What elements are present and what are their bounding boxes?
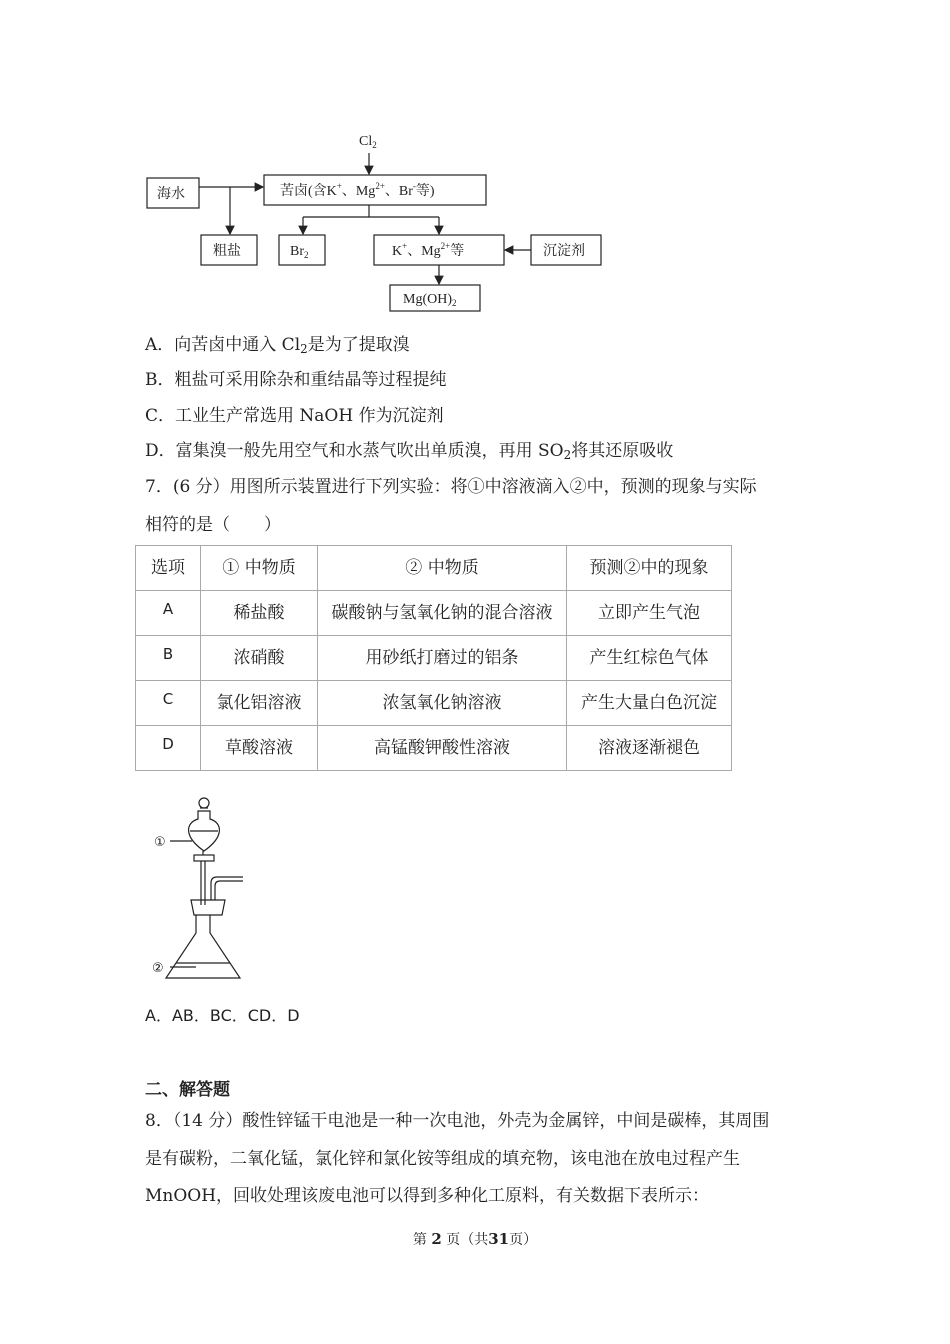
- table-cell: 草酸溶液: [201, 726, 318, 771]
- table-cell: 氯化铝溶液: [201, 681, 318, 726]
- kmg-label: K+、$Mg^{2+}$等: [392, 241, 465, 259]
- table-cell: B: [136, 636, 201, 681]
- table-cell: 碳酸钠与氢氧化钠的混合溶液: [318, 591, 567, 636]
- current-page-number: 2: [431, 1230, 442, 1248]
- table-cell: D: [136, 726, 201, 771]
- label-circle-1: ①: [154, 835, 166, 850]
- table-cell: C: [136, 681, 201, 726]
- table-cell: 高锰酸钾酸性溶液: [318, 726, 567, 771]
- seawater-label: 海水: [157, 187, 185, 202]
- table-header-row: [136, 546, 732, 591]
- q6-option-c: C．工业生产常选用 NaOH 作为沉淀剂: [145, 406, 444, 426]
- table-cell: 稀盐酸: [201, 591, 318, 636]
- table-header-cell: 选项: [136, 546, 201, 591]
- table-row: [136, 681, 732, 726]
- q8-line2: 是有碳粉，二氧化锰，氯化锌和氯化铵等组成的填充物，该电池在放电过程产生: [145, 1149, 740, 1169]
- precipitant-label: 沉淀剂: [543, 244, 585, 259]
- q8-line1: 8．（14 分）酸性锌锰干电池是一种一次电池，外壳为金属锌，中间是碳棒，其周围: [145, 1111, 770, 1131]
- table-row: [136, 726, 732, 771]
- table-header-cell: ① 中物质: [201, 546, 318, 591]
- table-header-cell: ② 中物质: [318, 546, 567, 591]
- table-cell: 产生红棕色气体: [567, 636, 732, 681]
- table-row: [136, 636, 732, 681]
- q6-option-d: D．富集溴一般先用空气和水蒸气吹出单质溴，再用 $SO_2$将其还原吸收: [145, 441, 674, 462]
- brine-label: 苦卤(含K+、$Mg^{2+}$、Br-等): [280, 181, 435, 199]
- total-pages: 31: [488, 1230, 510, 1248]
- table-cell: 用砂纸打磨过的铝条: [318, 636, 567, 681]
- table-cell: 浓硝酸: [201, 636, 318, 681]
- table-cell: 立即产生气泡: [567, 591, 732, 636]
- table-cell: 浓氢氧化钠溶液: [318, 681, 567, 726]
- page-footer: 第 2 页（共31页）: [412, 1230, 538, 1248]
- q7-options-table: [135, 545, 732, 771]
- svg-text:Cl2: $Cl_2$: [359, 134, 377, 150]
- q8-line3: MnOOH，回收处理该废电池可以得到多种化工原料，有关数据下表所示：: [145, 1186, 710, 1206]
- apparatus-diagram: [148, 795, 258, 990]
- q7-stem-line1: 7．(6 分）用图所示装置进行下列实验：将①中溶液滴入②中，预测的现象与实际: [145, 477, 757, 497]
- section-heading: 二、解答题: [145, 1080, 230, 1100]
- cl2-label: Cl: [359, 134, 373, 149]
- flowchart-diagram: [140, 125, 610, 315]
- q7-answer-choices: A．AB．BC．CD．D: [145, 1006, 300, 1025]
- br2-label: $Br_2$: [290, 244, 309, 260]
- table-header-cell: 预测②中的现象: [567, 546, 732, 591]
- crude-salt-label: 粗盐: [213, 244, 241, 259]
- table-cell: 溶液逐渐褪色: [567, 726, 732, 771]
- mgoh2-label: $Mg(OH)_2$: [403, 292, 457, 308]
- table-cell: A: [136, 591, 201, 636]
- table-cell: 产生大量白色沉淀: [567, 681, 732, 726]
- q7-stem-line2: 相符的是（ ）: [145, 515, 281, 535]
- q6-option-a: A．向苦卤中通入 $Cl_2$是为了提取溴: [145, 335, 410, 356]
- q6-option-b: B．粗盐可采用除杂和重结晶等过程提纯: [145, 370, 447, 390]
- label-circle-2: ②: [152, 961, 164, 976]
- table-row: [136, 591, 732, 636]
